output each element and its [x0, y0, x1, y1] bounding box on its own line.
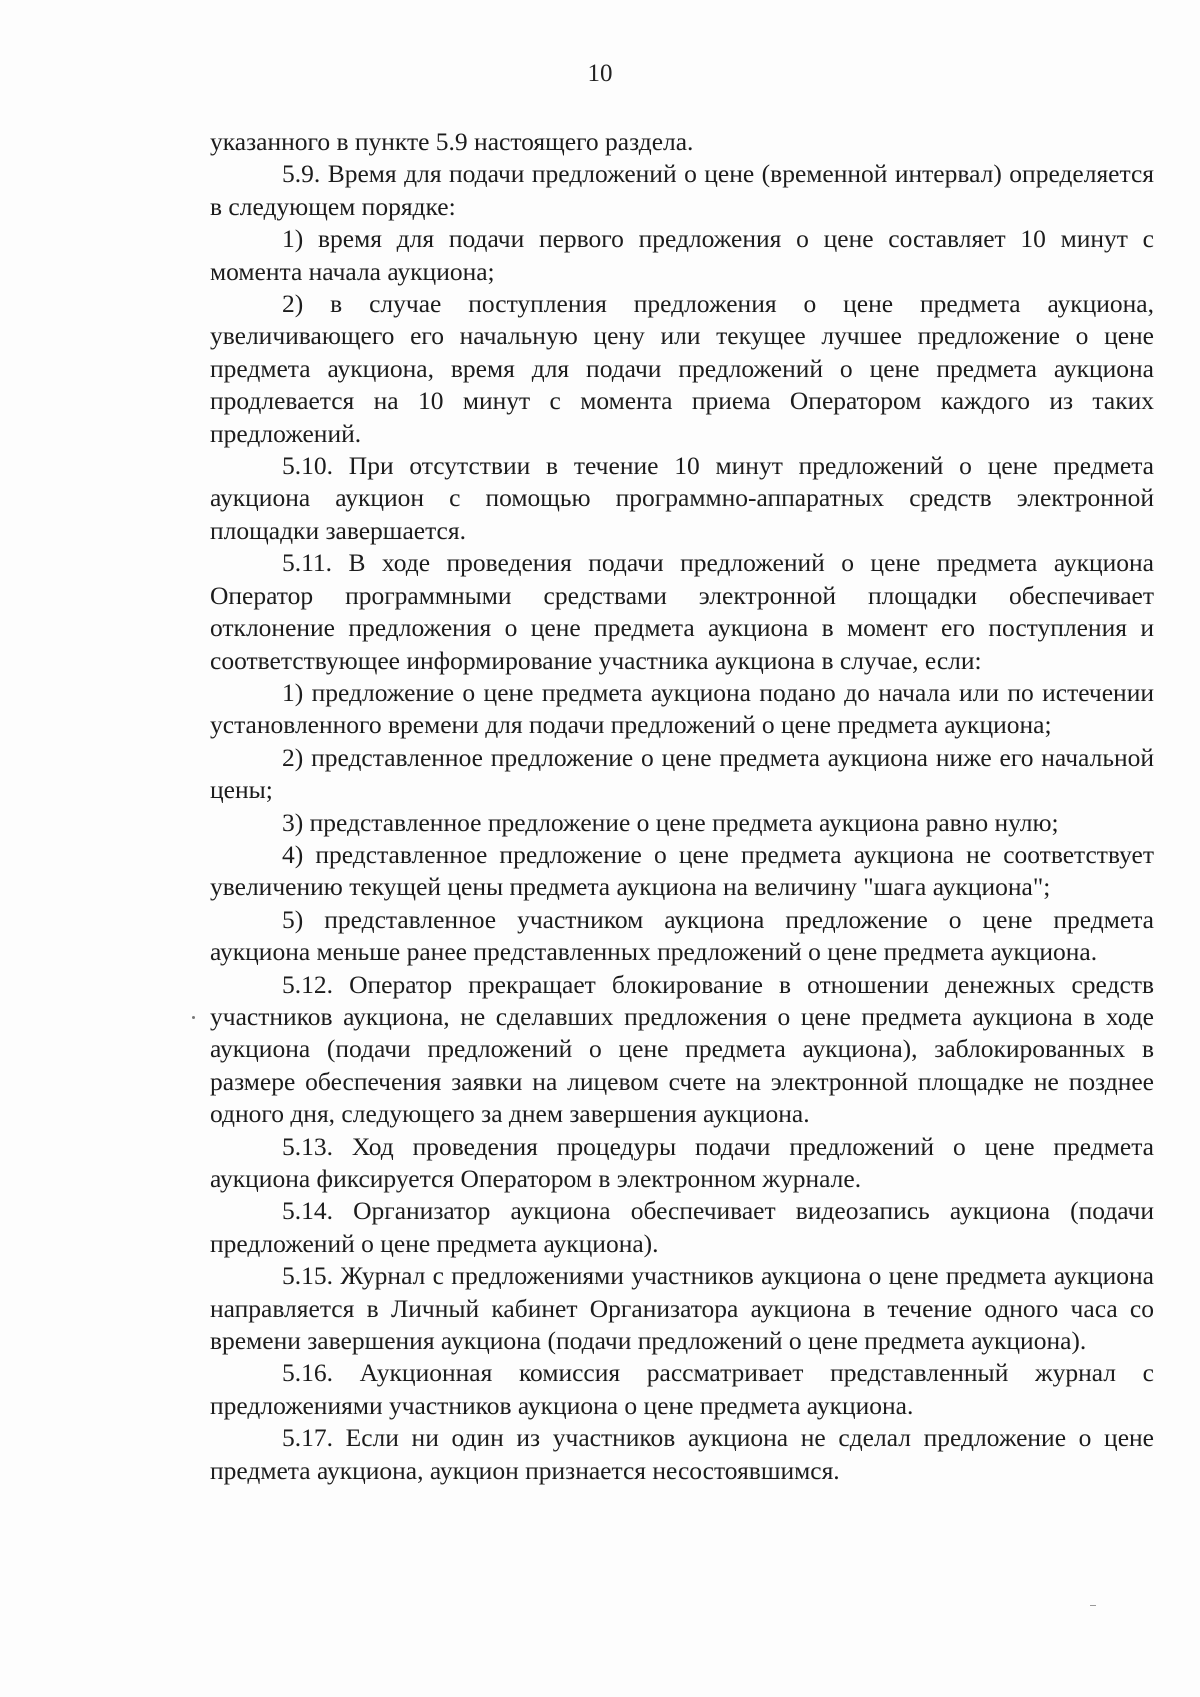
list-item-5-11-2: 2) представленное предложение о цене предмета аукциона ниже его начальной цены;	[210, 742, 1154, 805]
list-item-5-11-5: 5) представленное участником аукциона предложение о цене предмета аукциона меньше ранее представленных предложений о цене предмета аукциона.	[210, 904, 1154, 967]
paragraph-5-13: 5.13. Ход проведения процедуры подачи предложений о цене предмета аукциона фиксируется Оператором в электронном журнале.	[210, 1131, 1154, 1193]
paragraph-5-15: 5.15. Журнал с предложениями участников аукциона о цене предмета аукциона направляется в Личный кабинет Организатора аукциона в течение одного часа со времени завершения аукциона (подачи предложений о цене предмета аукциона).	[210, 1261, 1154, 1356]
scan-speck	[192, 1016, 195, 1019]
page-number: 10	[587, 60, 613, 87]
list-item-5-9-2: 2) в случае поступления предложения о цене предмета аукциона, увеличивающего его начальную цену или текущее лучшее предложение о цене предмета аукциона, время для подачи предложений о цене предмета аукциона продлевается на 10 минут с момента приема Оператором каждого из таких предложений.	[210, 289, 1154, 448]
paragraph-5-14: 5.14. Организатор аукциона обеспечивает видеозапись аукциона (подачи предложений о цене предмета аукциона).	[210, 1196, 1154, 1258]
paragraph-5-9: 5.9. Время для подачи предложений о цене (временной интервал) определяется в следующем порядке:	[210, 159, 1154, 221]
list-item-5-11-4: 4) представленное предложение о цене предмета аукциона не соответствует увеличению текущей цены предмета аукциона на величину "шага аукциона";	[210, 839, 1154, 902]
paragraph-5-12: 5.12. Оператор прекращает блокирование в отношении денежных средств участников аукциона, не сделавших предложения о цене предмета аукциона в ходе аукциона (подачи предложений о цене предмета аукциона), заблокированных в размере обеспечения заявки на лицевом счете на электронной площадке не позднее одного дня, следующего за днем завершения аукциона.	[210, 969, 1154, 1129]
paragraph-5-16: 5.16. Аукционная комиссия рассматривает представленный журнал с предложениями участников аукциона о цене предмета аукциона.	[210, 1358, 1154, 1420]
paragraph-5-11: 5.11. В ходе проведения подачи предложений о цене предмета аукциона Оператор программными средствами электронной площадки обеспечивает отклонение предложения о цене предмета аукциона в момент его поступления и соответствующее информирование участника аукциона в случае, если:	[210, 548, 1154, 675]
paragraph-continuation: указанного в пункте 5.9 настоящего раздела.	[210, 127, 694, 156]
paragraph-5-10: 5.10. При отсутствии в течение 10 минут предложений о цене предмета аукциона аукцион с помощью программно-аппаратных средств электронной площадки завершается.	[210, 451, 1154, 545]
list-item-5-9-1: 1) время для подачи первого предложения о цене составляет 10 минут с момента начала аукциона;	[210, 224, 1154, 286]
scan-speck	[1090, 1605, 1096, 1606]
document-body	[210, 126, 1154, 1487]
paragraph-5-17: 5.17. Если ни один из участников аукциона не сделал предложение о цене предмета аукциона, аукцион признается несостоявшимся.	[210, 1423, 1154, 1485]
list-item-5-11-1: 1) предложение о цене предмета аукциона подано до начала или по истечении установленного времени для подачи предложений о цене предмета аукциона;	[210, 677, 1154, 740]
list-item-5-11-3: 3) представленное предложение о цене предмета аукциона равно нулю;	[282, 807, 1059, 837]
